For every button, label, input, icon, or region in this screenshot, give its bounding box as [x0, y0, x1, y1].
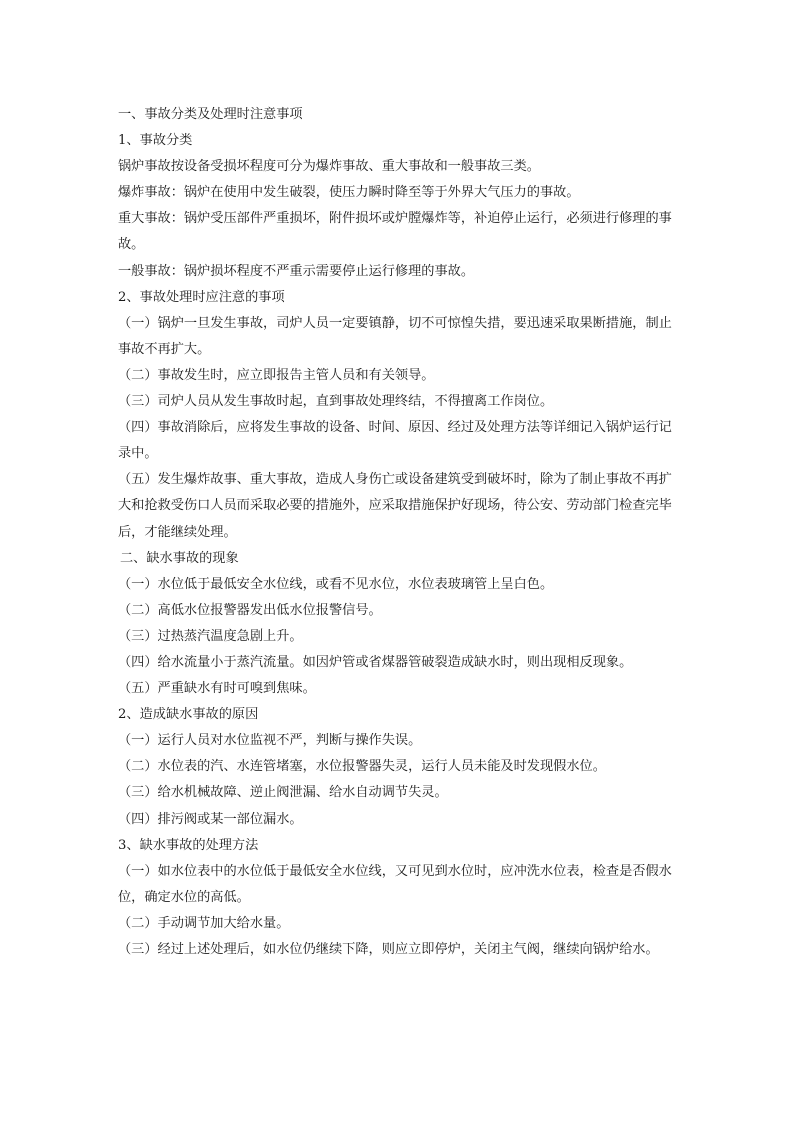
list-item: （三）经过上述处理后，如水位仍继续下降，则应立即停炉，关闭主气阀，继续向锅炉给水。 — [118, 942, 659, 957]
subsection-heading-handling-methods: 3、缺水事故的处理方法 — [118, 837, 259, 853]
paragraph: 重大事故：锅炉受压部件严重损坏，附件损坏或炉膛爆炸等，补迫停止运行，必须进行修理的事故。 — [118, 211, 672, 253]
list-item: （二）事故发生时，应立即报告主管人员和有关领导。 — [118, 367, 435, 383]
list-item: （二）手动调节加大给水量。 — [118, 915, 290, 931]
list-item: （一）水位低于最低安全水位线，或看不见水位，水位表玻璃管上呈白色。 — [118, 576, 554, 592]
paragraph: 锅炉事故按设备受损坏程度可分为爆炸事故、重大事故和一般事故三类。 — [118, 159, 540, 175]
document-body — [118, 102, 680, 963]
list-item: （一）如水位表中的水位低于最低安全水位线，又可见到水位时，应冲洗水位表，检查是否假水位，确定水位的高低。 — [118, 863, 672, 905]
list-item: （二）高低水位报警器发出低水位报警信号。 — [118, 602, 382, 618]
list-item: （五）严重缺水有时可嗅到焦味。 — [118, 681, 316, 697]
list-item: （二）水位表的汽、水连管堵塞，水位报警器失灵，运行人员未能及时发现假水位。 — [118, 759, 606, 775]
section-heading-water-shortage: 二、缺水事故的现象 — [120, 550, 239, 566]
list-item: （三）司炉人员从发生事故时起，直到事故处理终结，不得擅离工作岗位。 — [118, 394, 554, 410]
list-item: （一）运行人员对水位监视不严，判断与操作失误。 — [118, 733, 422, 749]
paragraph: 爆炸事故：锅炉在使用中发生破裂，使压力瞬时降至等于外界大气压力的事故。 — [118, 185, 580, 201]
subsection-heading-causes: 2、造成缺水事故的原因 — [118, 707, 259, 723]
list-item: （四）给水流量小于蒸汽流量。如因炉管或省煤器管破裂造成缺水时，则出现相反现象。 — [118, 654, 633, 670]
subsection-heading-handling-notes: 2、事故处理时应注意的事项 — [118, 289, 285, 305]
paragraph: 一般事故：锅炉损坏程度不严重示需要停止运行修理的事故。 — [118, 263, 475, 279]
list-item: （四）事故消除后，应将发生事故的设备、时间、原因、经过及处理方法等详细记入锅炉运行记录中。 — [118, 420, 672, 462]
section-heading-accident-classification: 一、事故分类及处理时注意事项 — [118, 107, 303, 122]
list-item: （五）发生爆炸故事、重大事故，造成人身伤亡或设备建筑受到破坏时，除为了制止事故不再扩大和抢救受伤口人员而采取必要的措施外，应采取措施保护好现场，待公安、劳动部门检查完毕后，才能继续处理。 — [118, 472, 672, 540]
list-item: （三）过热蒸汽温度急剧上升。 — [118, 628, 303, 644]
list-item: （四）排污阀或某一部位漏水。 — [118, 811, 303, 827]
list-item: （三）给水机械故障、逆止阀泄漏、给水自动调节失灵。 — [118, 785, 448, 801]
subsection-heading-classification: 1、事故分类 — [118, 133, 193, 149]
list-item: （一）锅炉一旦发生事故，司炉人员一定要镇静，切不可惊惶失措，要迅速采取果断措施，制止事故不再扩大。 — [118, 315, 672, 357]
